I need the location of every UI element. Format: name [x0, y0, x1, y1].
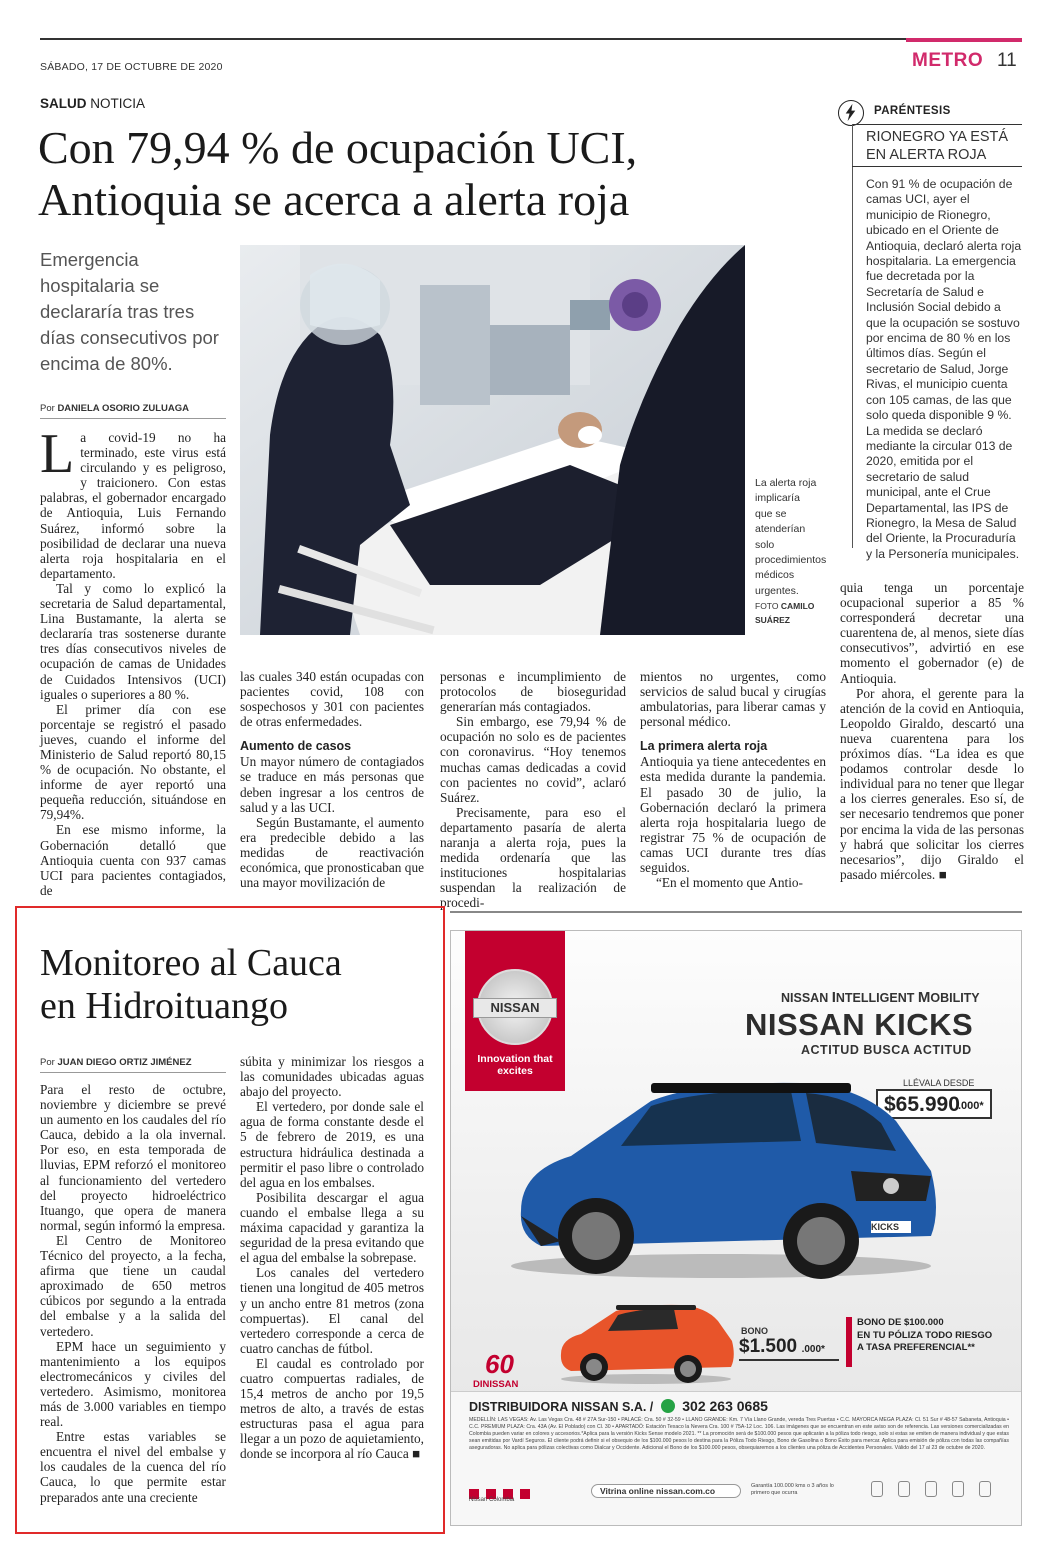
ad-slogan: ACTITUD BUSCA ACTITUD — [801, 1043, 972, 1057]
badge-name: DINISSAN — [473, 1379, 519, 1390]
vitrina-box[interactable] — [591, 1484, 741, 1498]
paragraph: El Centro de Monitoreo Técnico del proyecto, a la fecha, afirma que tiene un caudal aproximado de 650 metros cúbicos por segundo a la entrada del embalse y a la salida del vertedero. — [40, 1232, 226, 1339]
hospital-photo-illustration — [240, 245, 745, 635]
nissan-kicks-orange-car — [556, 1299, 736, 1384]
social-label: Nissan Colombia — [469, 1497, 515, 1503]
byline-prefix: Por — [40, 1057, 55, 1068]
price-small: .000* — [958, 1100, 984, 1112]
paragraph: Posibilita descargar el agua cuando el embalse llega a su máxima capacidad y garantiza la seguridad de la presa evitando que el agua del embalse la sobrepase. — [240, 1189, 424, 1266]
award-icon — [871, 1481, 883, 1497]
section-flag — [906, 38, 1022, 42]
sidebar-title-rule — [852, 166, 1022, 167]
sidebar-vertical-rule — [852, 124, 853, 548]
page-date: SÁBADO, 17 DE OCTUBRE DE 2020 — [40, 61, 223, 73]
bono-label: BONO — [741, 1326, 768, 1336]
headline-line-1: Con 79,94 % de ocupación UCI, — [38, 122, 638, 173]
caption-text: La alerta roja implicaría que se atenderían solo procedimientos médicos urgentes. — [755, 477, 827, 597]
article2-column-1 — [40, 1082, 226, 1505]
award-icon — [952, 1481, 964, 1497]
paragraph: “En el momento que Antio- — [656, 875, 803, 891]
guarantee-text: Garantía 100.000 kms o 3 años lo primero que ocurra — [751, 1483, 834, 1496]
nissan-ad[interactable] — [450, 930, 1022, 1526]
nissan-kicks-blue-car — [501, 1061, 941, 1281]
paragraph: Tal y como lo explicó la secretaria de Salud departamental, Lina Bustamante, la alerta se declararía tras sostenerse durante tres días consecutivos niveles de ocupación de camas de Unidades de Cuidados Intensivos (UCI) iguales o superiores a 80 %. — [40, 580, 226, 702]
paragraph: Precisamente, para eso el departamento pasaría de alerta naranja a alerta roja, pues la medida ordenaría que las instituciones hospitalarias suspendan la realización de procedi- — [440, 804, 626, 911]
paragraph: Entre estas variables se encuentra el nivel del embalse y los caudales de la cuenca del río Cauca, lo que permite estar preparados ante una creciente — [40, 1429, 226, 1505]
sidebar-body: Con 91 % de ocupación de camas UCI, ayer el municipio de Rionegro, ubicado en el Oriente de Antioquia, declaró alerta roja hospitalaria. La emergencia fue decretada por la Secretaría de Salud e Inclusión Social debido a que la ocupación se sostuvo por encima de 80 % en los últimos días. Según el secretario de Salud, Jorge Rivas, el municipio cuenta con 105 camas, de las que solo queda disponible 9 %. La medida se declaró mediante la circular 013 de 2020, emitida por el secretario de salud municipal, ante el Crue Departamental, las IPS de Rionegro, la Mesa de Salud del Oriente, la Procuraduría y la Personería municipales. — [866, 177, 1022, 561]
paragraph: a covid-19 no ha terminado, este virus está circulando y es peligroso, y traicionero. Con estas palabras, el gobernador encargado de Antioquia, Luis Fernando Suárez, informó sobre la posibilidad de declarar una nueva alerta roja hospitalaria en el departamento. — [40, 430, 226, 581]
paragraph: Por ahora, el gerente para la atención de la covid en Antioquia, Leopoldo Giraldo, descartó una nueva cuarentena para los próximos días. “La idea es que podamos controlar desde lo individual para no tener que llegar a los cierres generales. Eso sí, de ser necesario tendremos que poner por encima la vida de las personas y habrá que solicitar los cierres necesarios”, dijo Giraldo el pasado miércoles. ■ — [840, 685, 1024, 882]
paragraph: El caudal es controlado por cuatro compuertas radiales, de 15,4 metros de ancho por 19,5 metros de alto, a través de estas estructuras pasa el agua para llegar a un pozo de aquietamiento, donde se incorpora al río Cauca ■ — [240, 1355, 424, 1462]
article1-column-1 — [40, 423, 226, 898]
paragraph: Antioquia ya tiene antecedentes en esta medida durante la pandemia. El pasado 30 de julio, la Gobernación declaró la primera alerta roja hospitalaria luego de registrar 75 % de ocupación de camas UCI durante tres días seguidos. — [640, 754, 826, 876]
mobility-mid: NTELLIGENT — [835, 991, 915, 1005]
bono-amount — [739, 1336, 825, 1358]
paragraph: Según Bustamante, el aumento era predecible debido a las medidas de reactivación económica, que pronosticaban que una mayor movilización de — [240, 814, 424, 891]
bono2-line-2: EN TU PÓLIZA TODO RIESGO — [857, 1329, 993, 1341]
paragraph: mientos no urgentes, como servicios de salud bucal y cirugías ambulatorias, para liberar camas y personal médico. — [640, 669, 826, 730]
paragraph: personas e incumplimiento de protocolos de bioseguridad generarían más contagiados. — [440, 669, 626, 715]
license-plate: KICKS — [871, 1222, 900, 1232]
subheading-aumento: Aumento de casos — [240, 739, 352, 754]
top-rule — [40, 38, 1022, 40]
bono2-line-1: BONO DE $100.000 — [857, 1317, 944, 1328]
article1-column-5 — [840, 580, 1024, 882]
ad-fine-print: MEDELLÍN: LAS VEGAS: Av. Las Vegas Cra. 48 # 27A Sur-150 • PALACÉ: Cra. 50 # 32-59 • LLANO GRANDE: Km. 7 Vía Llano Grande, vereda Tres Puertas • C.C. MAYORCA MEGA PLAZA: Cl. 51 Sur # 48-57 Sabaneta, Antioquia • C.C. PREMIUM PLAZA: Cra. 43A (Av. El Poblado) con Cl. 30 • APARTADÓ: Estación Texaco la Nevera Cra. 100 # 75A-12 Loc. 106. Las imágenes que se encuentran en este aviso son de referencia. Las versiones comercializadas en Colombia pueden variar en colores y accesorios.*Aplica para la versión Kicks Sense modelo 2021. ** La promoción será de $100.000 pesos que aplicarán a la póliza todo riesgo, solo si estas se emiten de manera individual y que estas sean emitidas por Vardí Seguros. El cliente podrá definir si el obsequio de los $100.000 pesos lo destina para la Póliza Todo Riesgo, Bono de Gasolina o Bono Éxito para mercar. Aplica para emisión de póliza con todas las compañías aseguradoras. No aplica para pólizas colectivas como Dialcar y Occidente. Adicional el Bono de los $100.000 pesos, obsequiaremos a los clientes una póliza de Accidentes Personales. Válido del 17 al 23 de octubre de 2020. — [469, 1417, 1009, 1452]
byline-name: DANIELA OSORIO ZULUAGA — [57, 403, 190, 414]
award-icon — [898, 1481, 910, 1497]
paragraph: Un mayor número de contagiados se traduce en más personas que deben ingresar a los centros de salud y a las UCI. — [240, 754, 424, 815]
article-subhead: Emergencia hospitalaria se declararía tras tres días consecutivos por encima de 80%. — [40, 249, 219, 374]
mobility-m: M — [917, 989, 931, 1006]
hospital-photo — [240, 245, 745, 635]
paragraph: El vertedero, por donde sale el agua de forma constante desde el 5 de febrero de 2019, es una estructura hidráulica destinada a permitir el paso libre o controlado del agua en los embalses. — [240, 1099, 424, 1190]
model-name: NISSAN KICKS — [745, 1007, 974, 1042]
credit-prefix: FOTO — [755, 601, 779, 612]
distributor-name: DISTRIBUIDORA NISSAN S.A. / — [469, 1400, 654, 1414]
paragraph: Para el resto de octubre, noviembre y diciembre se prevé un aumento en los caudales del río Cauca, debido a la ola invernal. Por eso, en esta temporada de lluvias, EPM reforzó el monitoreo al funcionamiento del vertedero del proyecto hidroeléctrico Ituango, que opera de manera normal, según informó la empresa. — [40, 1082, 226, 1233]
youtube-icon[interactable] — [520, 1489, 530, 1499]
award-icon — [979, 1481, 991, 1497]
distributor-line — [469, 1398, 768, 1414]
category-type: NOTICIA — [90, 96, 146, 111]
paragraph: súbita y minimizar los riesgos a las comunidades ubicadas aguas abajo del proyecto. — [240, 1054, 424, 1100]
paragraph: quia tenga un porcentaje ocupacional superior a 85 % corresponderá decretar una cuarentena de, al menos, siete días consecutivos”, advirtió en ese momento el gobernador (e) de Antioquia. — [840, 580, 1024, 686]
mobility-end: OBILITY — [930, 991, 980, 1005]
drop-cap: L — [40, 423, 75, 485]
mobility-prefix: NISSAN — [781, 991, 829, 1005]
article1-column-3 — [440, 669, 626, 911]
photo-credit — [755, 599, 817, 627]
bono2-box — [846, 1317, 852, 1367]
paragraph: EPM hace un seguimiento y mantenimiento a los equipos electromecánicos y civiles del vertedero. Asimismo, monitorea más de 3.000 variables en tiempo real. — [40, 1338, 226, 1430]
article2-headline — [40, 942, 342, 1028]
byline-prefix: Por — [40, 403, 55, 414]
award-icons — [871, 1481, 991, 1501]
paragraph: El primer día con ese porcentaje se registró el pasado jueves, cuando el informe del Ministerio de Salud reportó 80,15 % de ocupación. No obstante, el informe de ayer reportó una pequeña reducción, situándose en 79,94%. — [40, 701, 226, 823]
price-main: $65.990 — [884, 1093, 960, 1116]
award-icon — [925, 1481, 937, 1497]
dinissan-badge — [469, 1349, 539, 1393]
credit-name: CAMILO SUÁREZ — [755, 601, 815, 626]
section-divider — [450, 911, 1022, 913]
mobility-i: I — [831, 989, 836, 1006]
headline-line-2: Antioquia se acerca a alerta roja — [38, 174, 630, 225]
byline-name: JUAN DIEGO ORTIZ JIMÉNEZ — [57, 1057, 192, 1068]
article1-column-4 — [640, 669, 826, 890]
article-category — [40, 96, 145, 111]
sidebar-title-line-1: RIONEGRO YA ESTÁ — [866, 129, 1009, 145]
lightning-icon — [839, 101, 862, 124]
paragraph: En ese mismo informe, la Gobernación detalló que Antioquia cuenta con 937 camas UCI para pacientes contagiados, de — [40, 822, 226, 898]
nissan-logo-text: NISSAN — [473, 998, 557, 1018]
article-byline — [40, 403, 189, 414]
sidebar-title-line-2: EN ALERTA ROJA — [866, 147, 987, 163]
sidebar-icon-circle — [838, 100, 864, 126]
byline-rule — [40, 418, 226, 419]
badge-number: 60 — [485, 1349, 514, 1379]
page-number: 11 — [997, 50, 1017, 71]
sidebar-label: PARÉNTESIS — [874, 105, 951, 117]
photo-caption — [755, 476, 827, 627]
intelligent-mobility — [781, 989, 980, 1006]
vitrina-text[interactable]: Vitrina online nissan.com.co — [600, 1486, 716, 1496]
article2-column-2 — [240, 1054, 424, 1462]
article2-byline — [40, 1057, 192, 1068]
article2-headline-line-1: Monitoreo al Cauca — [40, 942, 342, 984]
paragraph: las cuales 340 están ocupadas con pacientes covid, 108 con sospechosos y 301 con pacientes de otras enfermedades. — [240, 669, 424, 730]
article1-column-2 — [240, 669, 424, 890]
bono2-text — [857, 1317, 992, 1355]
nissan-tagline: Innovation that excites — [477, 1053, 553, 1077]
whatsapp-icon — [661, 1399, 675, 1413]
paragraph: Sin embargo, ese 79,94 % de ocupación no solo es de pacientes con coronavirus. “Hoy tenemos muchas camas dedicadas a covid con pacientes no covid”, aclaró Suárez. — [440, 714, 626, 805]
article2-byline-rule — [40, 1072, 226, 1073]
paragraph: Los canales del vertedero tienen una longitud de 405 metros y un ancho entre 81 metros (zona compuertas). El canal del vertedero corresponde a cerca de cuatro canchas de fútbol. — [240, 1265, 424, 1356]
category-bold: SALUD — [40, 96, 87, 111]
subheading-primera-alerta: La primera alerta roja — [640, 739, 768, 754]
bono2-line-3: A TASA PREFERENCIAL** — [857, 1342, 975, 1353]
nissan-logo — [477, 969, 553, 1045]
distributor-phone[interactable]: 302 263 0685 — [682, 1398, 768, 1414]
sidebar-top-rule — [852, 124, 1022, 125]
article2-headline-line-2: en Hidroituango — [40, 985, 289, 1027]
sidebar-title — [866, 128, 1008, 164]
bono-small: .000* — [801, 1344, 825, 1355]
section-name: METRO — [912, 50, 984, 71]
article-headline — [38, 122, 637, 226]
price-label: LLÉVALA DESDE — [903, 1078, 975, 1088]
bono-main: $1.500 — [739, 1336, 798, 1357]
bono-rule — [739, 1359, 839, 1361]
